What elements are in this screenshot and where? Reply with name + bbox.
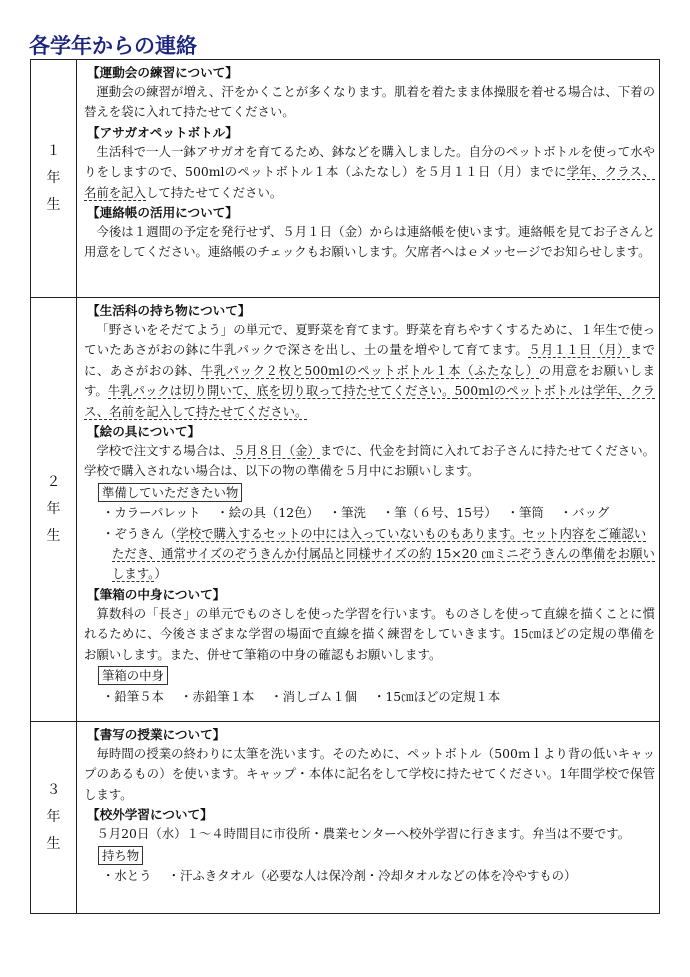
- grade2-label: ２ 年 生: [31, 298, 77, 722]
- section-heading: 【アサガオペットボトル】: [87, 124, 238, 140]
- section-text: 今後は１週間の予定を発行せず、５月１日（金）からは連絡帳を使います。連絡帳を見てお子さんと用意をしてください。連絡帳のチェックもお願いします。欠席者へはｅメッセージでお知らせします。: [84, 224, 655, 260]
- grade1-content: [77, 60, 660, 298]
- section-text: 生活科で一人一鉢アサガオを育てるため、鉢などを購入しました。自分のペットボトルを使って水やりをしますので、500mlのペットボトル１本（ふたなし）を５月１１日（月）までに学年、クラス、名前を記入して持たせてください。: [84, 143, 655, 200]
- section-heading: 【生活科の持ち物について】: [87, 303, 251, 318]
- item-list: [84, 687, 655, 707]
- page-title: 各学年からの連絡: [29, 34, 197, 58]
- section-text: 運動会の練習が増え、汗をかくことが多くなります。肌着を着たまま体操服を着せる場合は、下着の替えを袋に入れて持たせてください。: [84, 84, 655, 120]
- list-item: ・鉛筆５本: [102, 688, 164, 704]
- section-heading: 【連絡帳の活用について】: [87, 205, 238, 221]
- list-item: ・汗ふきタオル（必要な人は保冷剤・冷却タオルなどの体を冷やすもの）: [167, 868, 577, 884]
- grade3-row: [31, 722, 660, 914]
- list-item: ・消しゴム１個: [270, 688, 358, 704]
- section-text: 学校で注文する場合は、５月８日（金）までに、代金を封筒に入れてお子さんに持たせてください。学校で購入されない場合は、以下の物の準備を５月中にお願いします。: [84, 443, 656, 479]
- section-text: 算数科の「長さ」の単元でものさしを使った学習を行います。ものさしを使って直線を描くことに慣れるために、今後さまざまな学習の場面で直線を描く練習をしていきます。15㎝ほどの定規の準備をお願いします。また、併せて筆箱の中身の確認もお願いします。: [84, 605, 655, 662]
- section-text: ５月20日（水）１～４時間目に市役所・農業センターへ校外学習に行きます。弁当は不要です。: [96, 826, 631, 842]
- section-heading: 【絵の具について】: [87, 424, 201, 440]
- section-heading: 【校外学習について】: [87, 807, 213, 823]
- section-heading: 【書写の授業について】: [87, 727, 226, 742]
- list-item: ・筆筒: [506, 505, 544, 521]
- list-item: ・絵の具（12色）: [216, 505, 313, 521]
- notice-table: [30, 59, 660, 914]
- grade3-label: ３ 年 生: [31, 722, 77, 914]
- item-list: [84, 866, 655, 886]
- section-text: 毎時間の授業の終わりに太筆を洗います。そのために、ペットボトル（500ｍｌより背の低いキャップのあるもの）を使います。キャップ・本体に記名をして学校に持たせてください。1年間学校で保管します。: [84, 746, 655, 802]
- grade2-row: [31, 298, 660, 722]
- list-item: ・筆（６号、15号）: [381, 505, 491, 521]
- list-item: ・赤鉛筆１本: [179, 688, 255, 704]
- grade2-content: [77, 298, 660, 722]
- item-list: [84, 503, 655, 523]
- section-text: 「野さいをそだてよう」の単元で、夏野菜を育てます。野菜を育ちやすくするために、１年生で使っていたあさがおの鉢に牛乳パックで深さを出し、土の量を増やして育てます。５月１１日（月）までに、あさがおの鉢、牛乳パック２枚と500mlのペットボトル１本（ふたなし）の用意をお願いします。牛乳パックは切り開いて、底を切り取って持たせてください。500mlのペットボトルは学年、クラス、名前を記入して持たせてください。: [84, 322, 655, 419]
- list-item: ・水とう: [102, 868, 152, 884]
- grade1-label: １ 年 生: [31, 60, 77, 298]
- grade3-content: [77, 722, 660, 914]
- section-heading: 【運動会の練習について】: [87, 65, 238, 80]
- grade1-row: [31, 60, 660, 298]
- list-item: ・15㎝ほどの定規１本: [373, 688, 501, 704]
- items-box-label: 筆箱の中身: [98, 666, 168, 685]
- list-item: ・カラーパレット: [102, 505, 201, 521]
- list-item: ・筆洗: [328, 505, 366, 521]
- items-box-label: 持ち物: [98, 846, 143, 865]
- list-item: ・ぞうきん（学校で購入するセットの中には入っていないものもあります。セット内容をご確認いただき、通常サイズのぞうきんか付属品と同様サイズの約 15×20 ㎝ミニぞうきんの準備をお願いします。）: [102, 525, 655, 582]
- list-item: ・バッグ: [559, 505, 610, 521]
- items-box-label: 準備していただきたい物: [98, 483, 242, 502]
- section-heading: 【筆箱の中身について】: [87, 586, 226, 602]
